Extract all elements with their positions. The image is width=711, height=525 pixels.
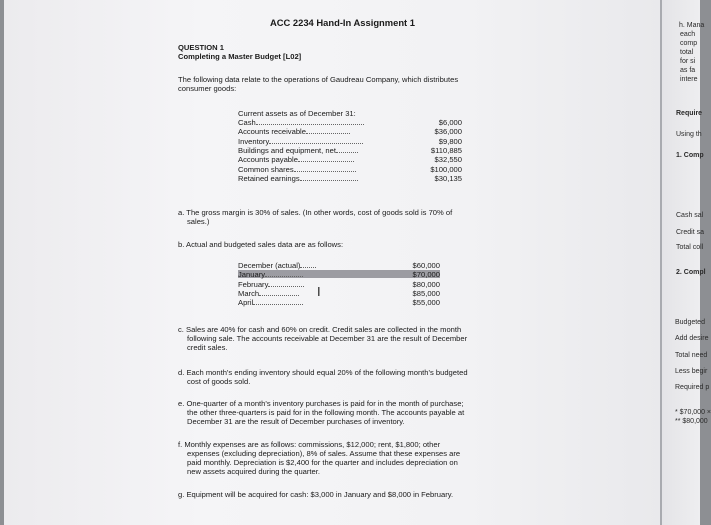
- sales-month: April: [238, 298, 254, 308]
- side-less-beginning: Less begir: [675, 368, 708, 375]
- asset-value: $9,800: [438, 136, 462, 146]
- asset-label: Inventory: [238, 136, 270, 146]
- asset-value: $100,000: [430, 164, 462, 174]
- next-page-strip: [662, 0, 711, 525]
- item-e-line-2: the other three-quarters is paid for in the following month. The accounts payable at: [187, 408, 465, 417]
- item-a-line-2: sales.): [187, 217, 210, 226]
- item-f-line-3: paid monthly. Depreciation is $2,400 for the quarter and includes depreciation on: [187, 458, 458, 467]
- side-h-line: comp: [680, 40, 698, 47]
- side-using: Using th: [676, 131, 702, 138]
- sales-value: $55,000: [412, 298, 440, 308]
- side-footnote-1: * $70,000 ×: [675, 409, 711, 416]
- asset-label: Cash: [238, 118, 256, 127]
- item-d-line-1: d. Each month's ending inventory should equal 20% of the following month's budgeted: [178, 368, 468, 377]
- asset-label: Buildings and equipment, net: [238, 145, 336, 155]
- asset-label: Accounts receivable: [238, 127, 306, 137]
- assets-header: Current assets as of December 31:: [238, 109, 356, 118]
- side-h-line: for si: [680, 58, 696, 65]
- asset-value: $110,885: [430, 145, 462, 155]
- side-required: Require: [676, 110, 703, 117]
- asset-label: Accounts payable: [238, 155, 298, 165]
- side-comp-1: 1. Comp: [676, 152, 704, 159]
- asset-value: $30,135: [434, 173, 462, 183]
- side-total-collections: Total coll: [676, 244, 704, 251]
- side-credit-sales: Credit sa: [676, 229, 705, 236]
- side-cash-sales: Cash sal: [676, 212, 704, 219]
- item-e-line-1: e. One-quarter of a month's inventory purchases is paid for in the month of purchase;: [178, 399, 464, 408]
- item-c-line-2: following sale. The accounts receivable at December 31 are the result of December: [187, 334, 468, 343]
- asset-value: $36,000: [434, 127, 462, 137]
- side-h-line: total: [680, 49, 694, 56]
- text-cursor-icon: I: [317, 284, 321, 299]
- side-h-line: each: [680, 31, 696, 38]
- page-title: ACC 2234 Hand-In Assignment 1: [270, 17, 415, 28]
- asset-label: Common shares: [238, 164, 294, 174]
- item-f-line-2: expenses (excluding depreciation), 8% of sales. Assume that these expenses are: [187, 449, 461, 458]
- sales-value: $70,000: [412, 270, 440, 280]
- intro-line-2: consumer goods:: [178, 84, 237, 93]
- asset-value: $32,550: [434, 155, 462, 165]
- assignment-page: [4, 0, 660, 525]
- question-subtitle: Completing a Master Budget [L02]: [178, 52, 302, 61]
- side-h-line: h. Mana: [679, 22, 705, 29]
- question-number: QUESTION 1: [178, 43, 224, 52]
- sales-value: $80,000: [412, 279, 440, 289]
- intro-line-1: The following data relate to the operations of Gaudreau Company, which distributes: [178, 75, 459, 84]
- asset-value: $6,000: [438, 118, 462, 127]
- item-g-line-1: g. Equipment will be acquired for cash: $3,000 in January and $8,000 in February.: [178, 490, 454, 499]
- side-footnote-2: ** $80,000: [675, 418, 708, 425]
- item-c-line-3: credit sales.: [187, 343, 228, 352]
- sales-month: March: [238, 288, 260, 298]
- item-d-line-2: cost of goods sold.: [187, 377, 251, 386]
- side-budgeted: Budgeted: [675, 319, 705, 326]
- asset-label: Retained earnings: [238, 173, 300, 183]
- side-comp-2: 2. Compl: [676, 269, 706, 276]
- side-add-desired: Add desire: [675, 335, 709, 342]
- item-a-line-1: a. The gross margin is 30% of sales. (In other words, cost of goods sold is 70% of: [178, 208, 453, 217]
- item-f-line-1: f. Monthly expenses are as follows: commissions, $12,000; rent, $1,800; other: [178, 440, 441, 449]
- sales-value: $60,000: [412, 261, 440, 270]
- side-h-line: as fa: [680, 67, 696, 74]
- side-required-purchases: Required p: [675, 384, 710, 391]
- item-e-line-3: December 31 are the result of December purchases of inventory.: [187, 417, 405, 426]
- side-h-line: intere: [680, 76, 698, 83]
- sales-month: January: [238, 270, 266, 280]
- item-c-line-1: c. Sales are 40% for cash and 60% on credit. Credit sales are collected in the month: [178, 325, 462, 334]
- sales-month: December (actual): [238, 261, 301, 270]
- side-total-needed: Total need: [675, 352, 708, 359]
- sales-value: $85,000: [412, 288, 440, 298]
- item-b-line-1: b. Actual and budgeted sales data are as follows:: [178, 240, 344, 249]
- item-f-line-4: new assets acquired during the quarter.: [187, 467, 320, 476]
- sales-month: February: [238, 279, 269, 289]
